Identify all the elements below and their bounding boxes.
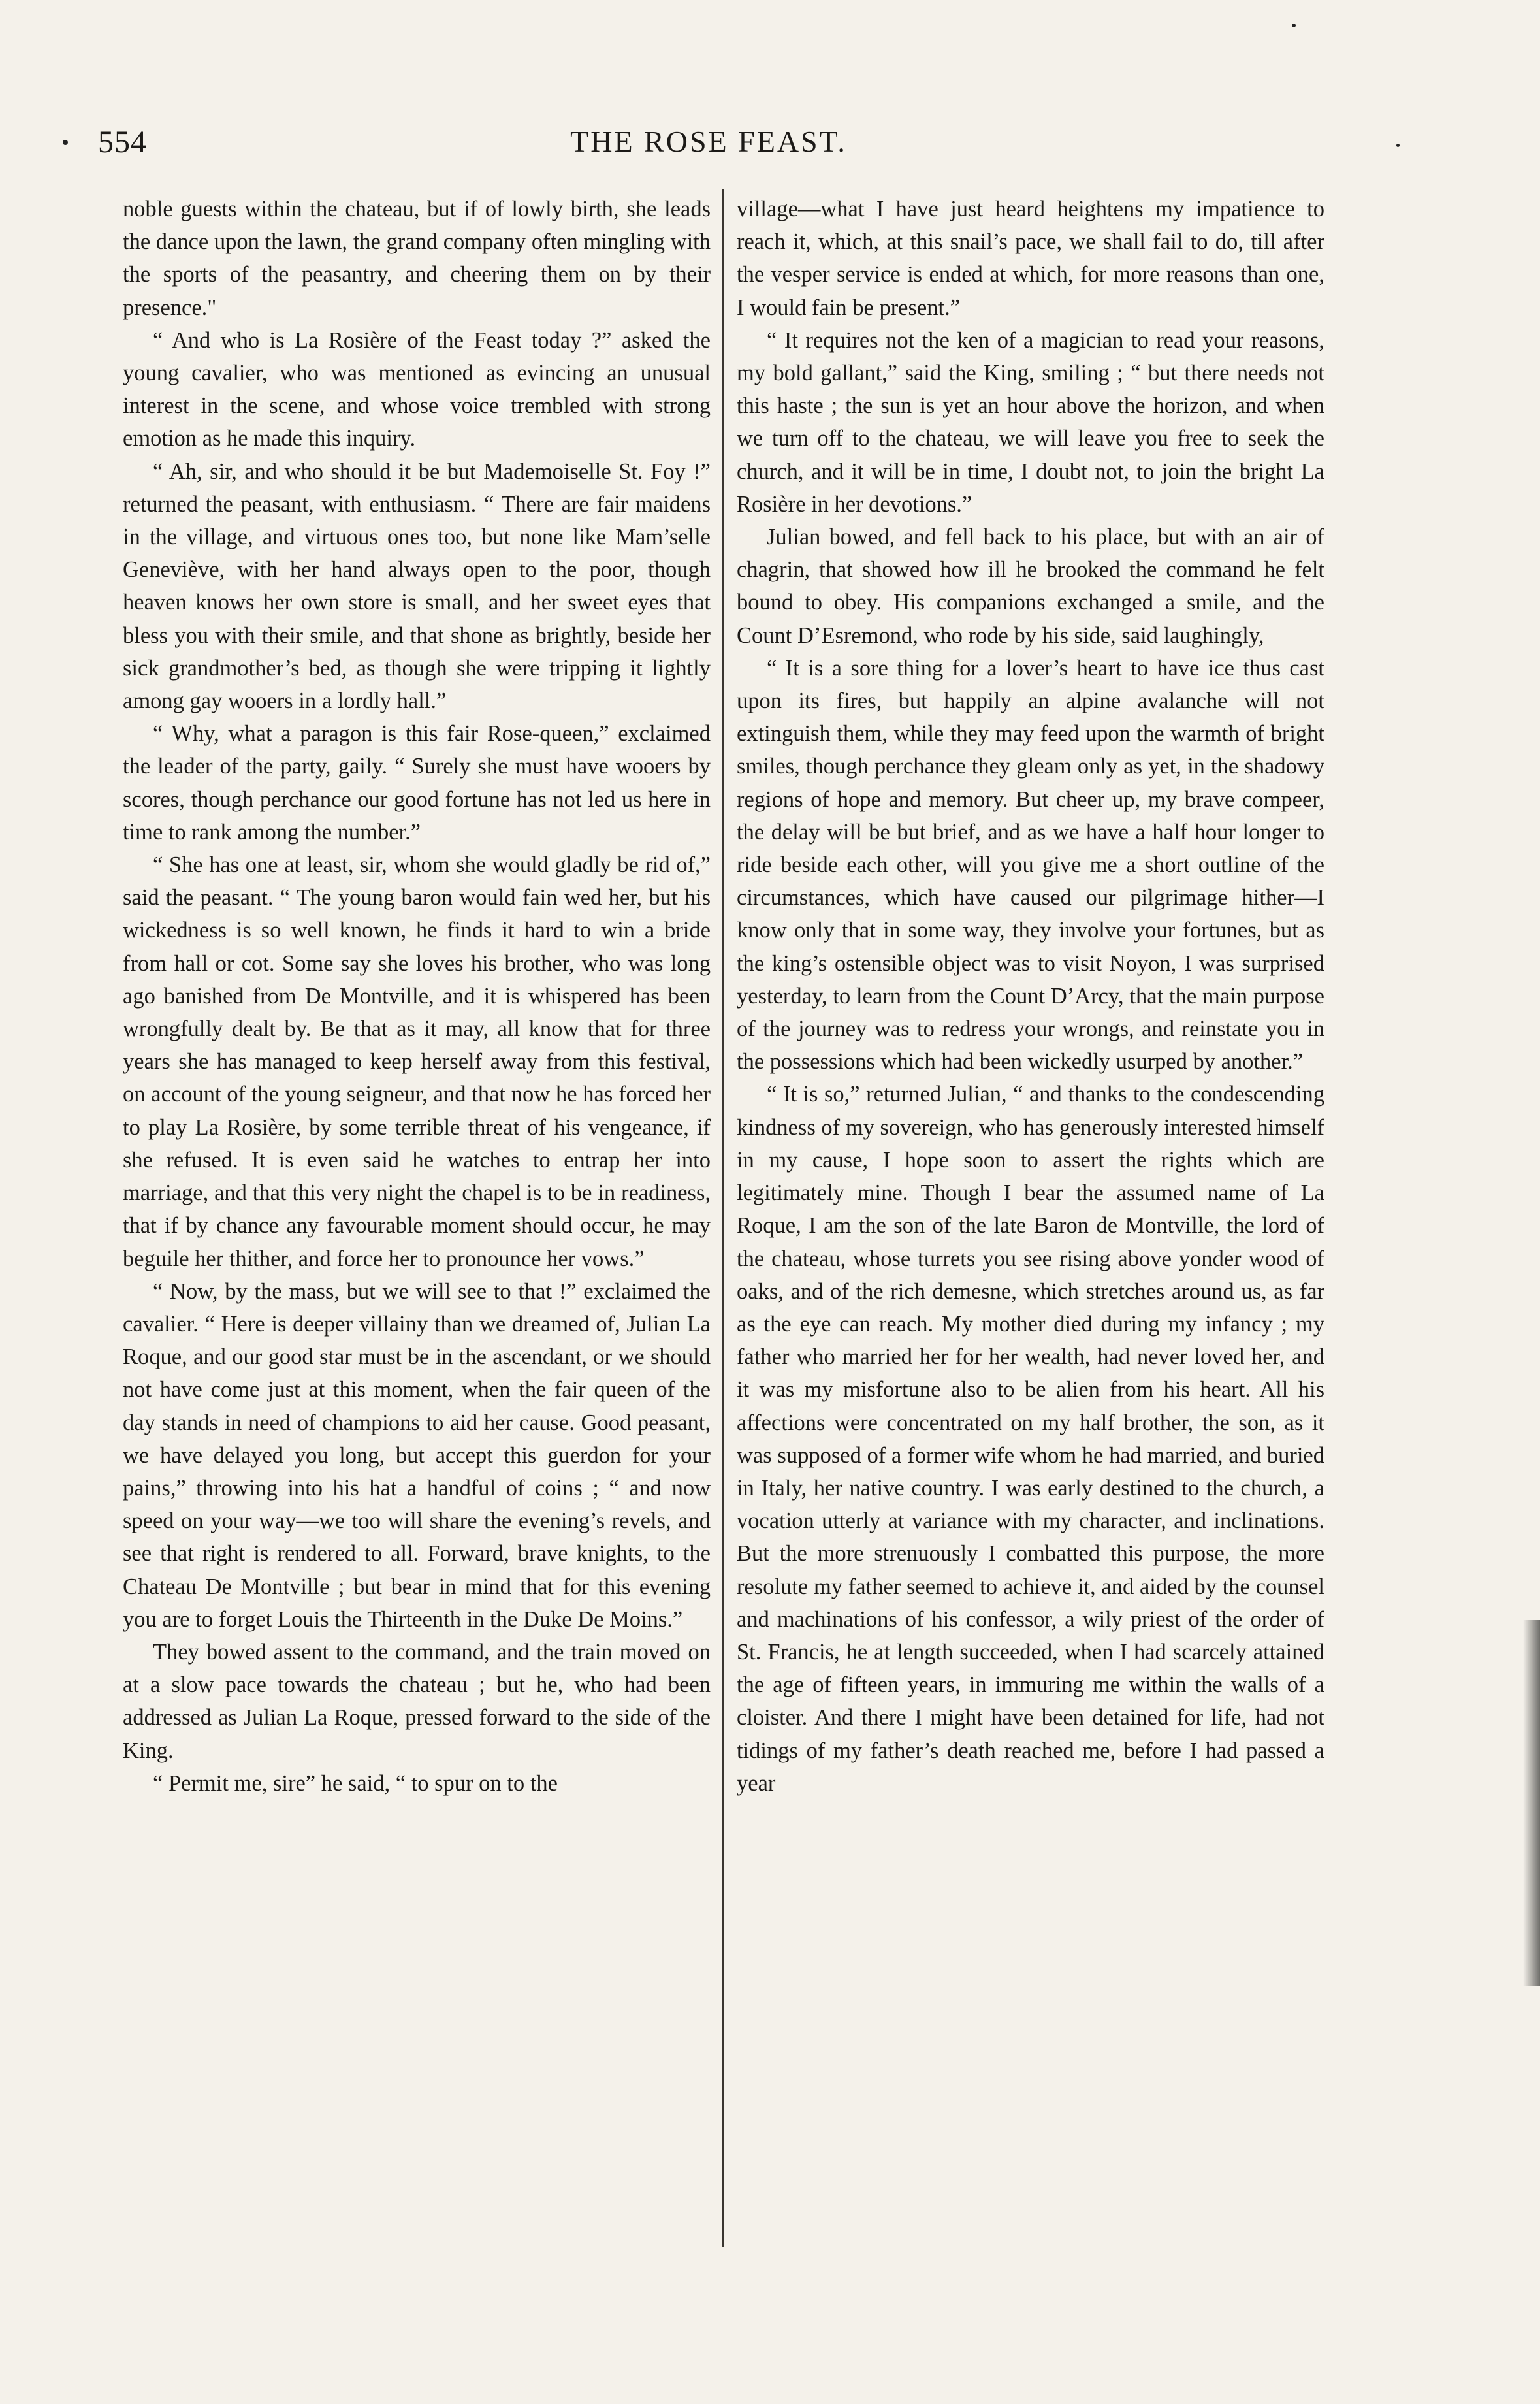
left-column-paragraph: noble guests within the chateau, but if of lowly birth, she leads the dance upon the lawn, the grand company often mingling with the sports of the peasantry, and cheering them on by their presence.": [123, 197, 711, 320]
left-column: [123, 193, 711, 1800]
left-column-paragraph: “ She has one at least, sir, whom she would gladly be rid of,” said the peasant. “ The young baron would fain wed her, but his wickedness is so well known, he finds it hard to win a bride from hall or cot. Some say she loves his brother, who was long ago banished from De Montville, and it is whispered has been wrongfully dealt by. Be that as it may, all know that for three years she has managed to keep herself away from this festival, on account of the young seigneur, and that now he has forced her to play La Rosière, by some terrible threat of his vengeance, if she refused. It is even said he watches to entrap her into marriage, and that this very night the chapel is to be in readiness, that if by chance any favourable moment should occur, he may beguile her thither, and force her to pronounce her vows.”: [123, 853, 711, 1271]
right-column-paragraph: “ It is a sore thing for a lover’s heart to have ice thus cast upon its fires, but happily an alpine avalanche will not extinguish them, while they may feed upon the warmth of bright smiles, though perchance they gleam only as yet, in the shadowy regions of hope and memory. But cheer up, my brave compeer, the delay will be but brief, and as we have a half hour longer to ride beside each other, will you give me a short outline of the circumstances, which have caused our pilgrimage hither—I know only that in some way, they involve your fortunes, but as the king’s ostensible object was to visit Noyon, I was surprised yesterday, to learn from the Count D’Arcy, that the main purpose of the journey was to redress your wrongs, and reinstate you in the possessions which had been wickedly usurped by another.”: [737, 655, 1324, 1075]
right-column-paragraph: “ It requires not the ken of a magician to read your reasons, my bold gallant,” said the King, smiling ; “ but there needs not this haste ; the sun is yet an hour above the horizon, and when we turn off to the chateau, we will leave you free to seek the church, and it will be in time, I doubt not, to join the bright La Rosière in her devotions.”: [737, 327, 1324, 517]
running-title: THE ROSE FEAST.: [570, 125, 847, 158]
ink-speck: [1292, 24, 1296, 27]
page-header: [98, 124, 1319, 176]
ink-speck: [63, 140, 68, 145]
column-divider: [722, 189, 724, 2247]
left-column-paragraph: “ Permit me, sire” he said, “ to spur on to the: [153, 1770, 558, 1796]
page-edge-shadow: [1523, 1620, 1540, 1986]
left-column-paragraph: “ Now, by the mass, but we will see to that !” exclaimed the cavalier. “ Here is deeper villainy than we dreamed of, Julian La Roque, and our good star must be in the ascendant, or we should not have come just at this moment, when the fair queen of the day stands in need of champions to aid her cause. Good peasant, we have delayed you long, but accept this guerdon for your pains,” throwing into his hat a handful of coins ; “ and now speed on your way—we too will share the evening’s revels, and see that right is rendered to all. Forward, brave knights, to the Chateau De Montville ; but bear in mind that for this evening you are to forget Louis the Thirteenth in the Duke De Moins.”: [123, 1278, 711, 1632]
right-column: [737, 193, 1324, 1800]
right-column-paragraph: village—what I have just heard heightens my impatience to reach it, which, at this snail’s pace, we shall fail to do, till after the vesper service is ended at which, for more reasons than one, I would fain be present.”: [737, 197, 1324, 320]
ink-speck: [1396, 144, 1400, 147]
left-column-paragraph: They bowed assent to the command, and the train moved on at a slow pace towards the chateau ; but he, who had been addressed as Julian La Roque, pressed forward to the side of the King.: [123, 1639, 711, 1763]
page-number: 554: [98, 125, 147, 159]
left-column-paragraph: “ Ah, sir, and who should it be but Mademoiselle St. Foy !” returned the peasant, with enthusiasm. “ There are fair maidens in the village, and virtuous ones too, but none like Mam’selle Geneviève, with her hand always open to the poor, though heaven knows her own store is small, and her sweet eyes that bless you with their smile, and that shone as brightly, beside her sick grandmother’s bed, as though she were tripping it lightly among gay wooers in a lordly hall.”: [123, 459, 711, 714]
right-column-paragraph: Julian bowed, and fell back to his place, but with an air of chagrin, that showed how ill he brooked the command he felt bound to obey. His companions exchanged a smile, and the Count D’Esremond, who rode by his side, said laughingly,: [737, 525, 1324, 648]
right-column-paragraph: “ It is so,” returned Julian, “ and thanks to the condescending kindness of my sovereign, who has generously interested himself in my cause, I hope soon to assert the rights which are legitimately mine. Though I bear the assumed name of La Roque, I am the son of the late Baron de Montville, the lord of the chateau, whose turrets you see rising above yonder wood of oaks, and of the rich demesne, which stretches around us, as far as the eye can reach. My mother died during my infancy ; my father who married her for her wealth, had never loved her, and it was my misfortune also to be alien from his heart. All his affections were concentrated on my half brother, the son, as it was supposed of a former wife whom he had married, and buried in Italy, her native country. I was early destined to the church, a vocation utterly at variance with my character, and inclinations. But the more strenuously I combatted this purpose, the more resolute my father seemed to achieve it, and aided by the counsel and machinations of his confessor, a wily priest of the order of St. Francis, he at length succeeded, when I had scarcely attained the age of fifteen years, in immuring me within the walls of a cloister. And there I might have been detained for life, had not tidings of my father’s death reached me, before I had passed a year: [737, 1082, 1324, 1796]
left-column-paragraph: “ And who is La Rosière of the Feast today ?” asked the young cavalier, who was mentioned as evincing an unusual interest in the scene, and whose voice trembled with strong emotion as he made this inquiry.: [123, 327, 711, 451]
left-column-paragraph: “ Why, what a paragon is this fair Rose-queen,” exclaimed the leader of the party, gaily. “ Surely she must have wooers by scores, though perchance our good fortune has not led us here in time to rank among the number.”: [123, 721, 711, 845]
